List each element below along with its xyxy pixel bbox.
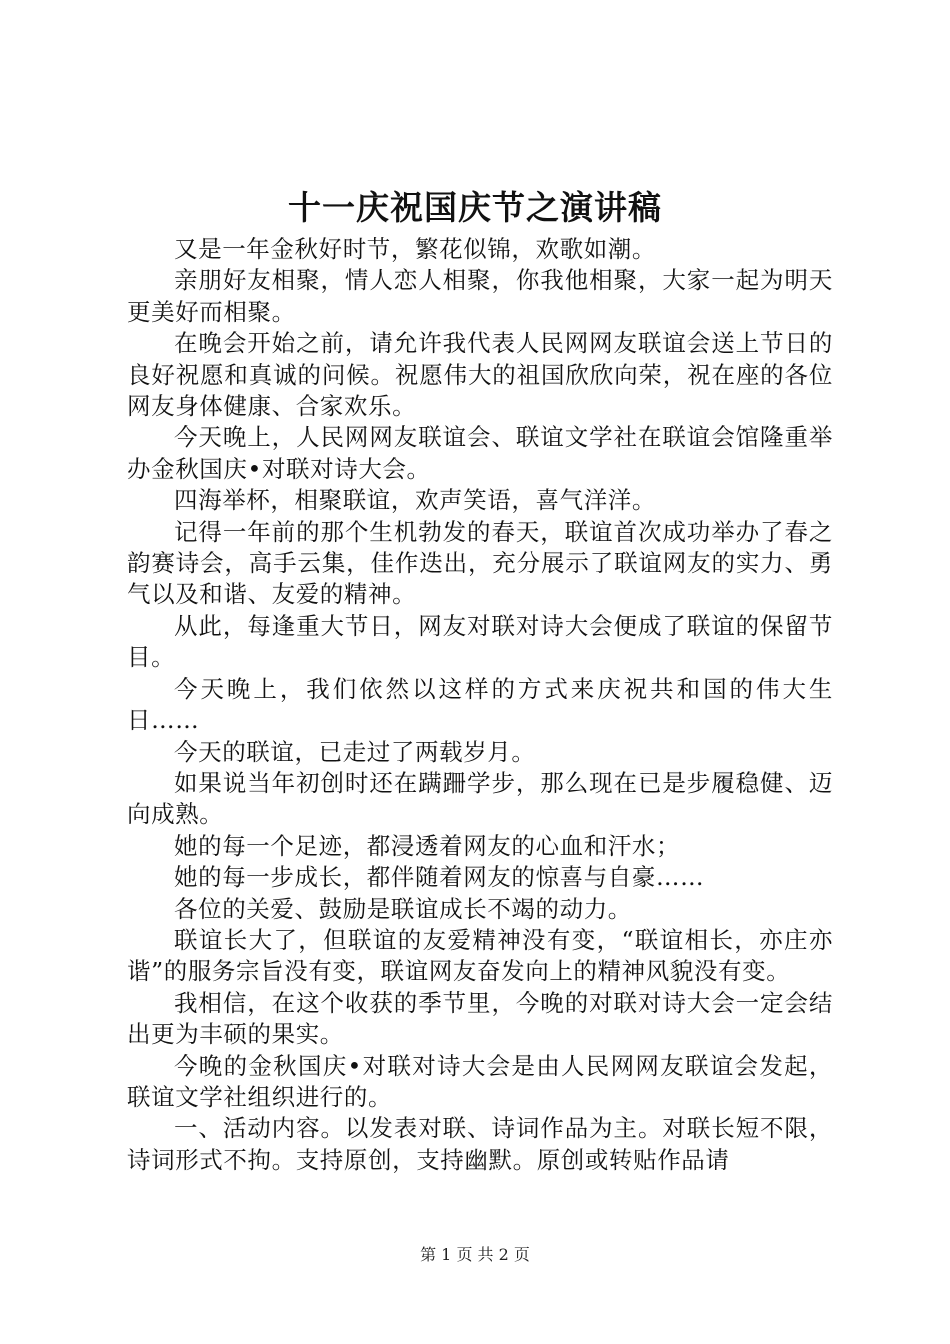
paragraph: 今天晚上，人民网网友联谊会、联谊文学社在联谊会馆隆重举办金秋国庆•对联对诗大会。: [127, 423, 833, 483]
paragraph: 亲朋好友相聚，情人恋人相聚，你我他相聚，大家一起为明天更美好而相聚。: [127, 266, 833, 326]
paragraph: 又是一年金秋好时节，繁花似锦，欢歌如潮。: [174, 235, 656, 263]
paragraph: 她的每一个足迹，都浸透着网友的心血和汗水；: [174, 831, 681, 860]
paragraph: 今天晚上，我们依然以这样的方式来庆祝共和国的伟大生日……: [127, 674, 833, 735]
document-title: 十一庆祝国庆节之演讲稿: [288, 188, 662, 227]
paragraph: 今晚的金秋国庆•对联对诗大会是由人民网网友联谊会发起，联谊文学社组织进行的。: [127, 1051, 833, 1111]
page-number-footer: 第 1 页 共 2 页: [420, 1245, 530, 1264]
paragraph: 我相信，在这个收获的季节里，今晚的对联对诗大会一定会结出更为丰硕的果实。: [127, 988, 833, 1049]
paragraph: 各位的关爱、鼓励是联谊成长不竭的动力。: [174, 894, 632, 923]
paragraph: 四海举杯，相聚联谊，欢声笑语，喜气洋洋。: [174, 486, 656, 515]
paragraph: 如果说当年初创时还在蹒跚学步，那么现在已是步履稳健、迈向成熟。: [127, 768, 833, 829]
paragraph: 从此，每逢重大节日，网友对联对诗大会便成了联谊的保留节目。: [127, 611, 833, 672]
paragraph: 联谊长大了，但联谊的友爱精神没有变，“联谊相长，亦庄亦谐”的服务宗旨没有变，联谊网友奋发向上的精神风貌没有变。: [127, 925, 833, 986]
document-body: [127, 234, 833, 1176]
paragraph: 她的每一步成长，都伴随着网友的惊喜与自豪……: [174, 863, 705, 892]
paragraph: 今天的联谊，已走过了两载岁月。: [174, 737, 536, 766]
paragraph: 一、活动内容。以发表对联、诗词作品为主。对联长短不限，诗词形式不拘。支持原创，支持幽默。原创或转贴作品请: [127, 1114, 833, 1174]
paragraph: 记得一年前的那个生机勃发的春天，联谊首次成功举办了春之韵赛诗会，高手云集，佳作迭出，充分展示了联谊网友的实力、勇气以及和谐、友爱的精神。: [127, 517, 833, 609]
paragraph: 在晚会开始之前，请允许我代表人民网网友联谊会送上节日的良好祝愿和真诚的问候。祝愿伟大的祖国欣欣向荣，祝在座的各位网友身体健康、合家欢乐。: [127, 329, 833, 421]
